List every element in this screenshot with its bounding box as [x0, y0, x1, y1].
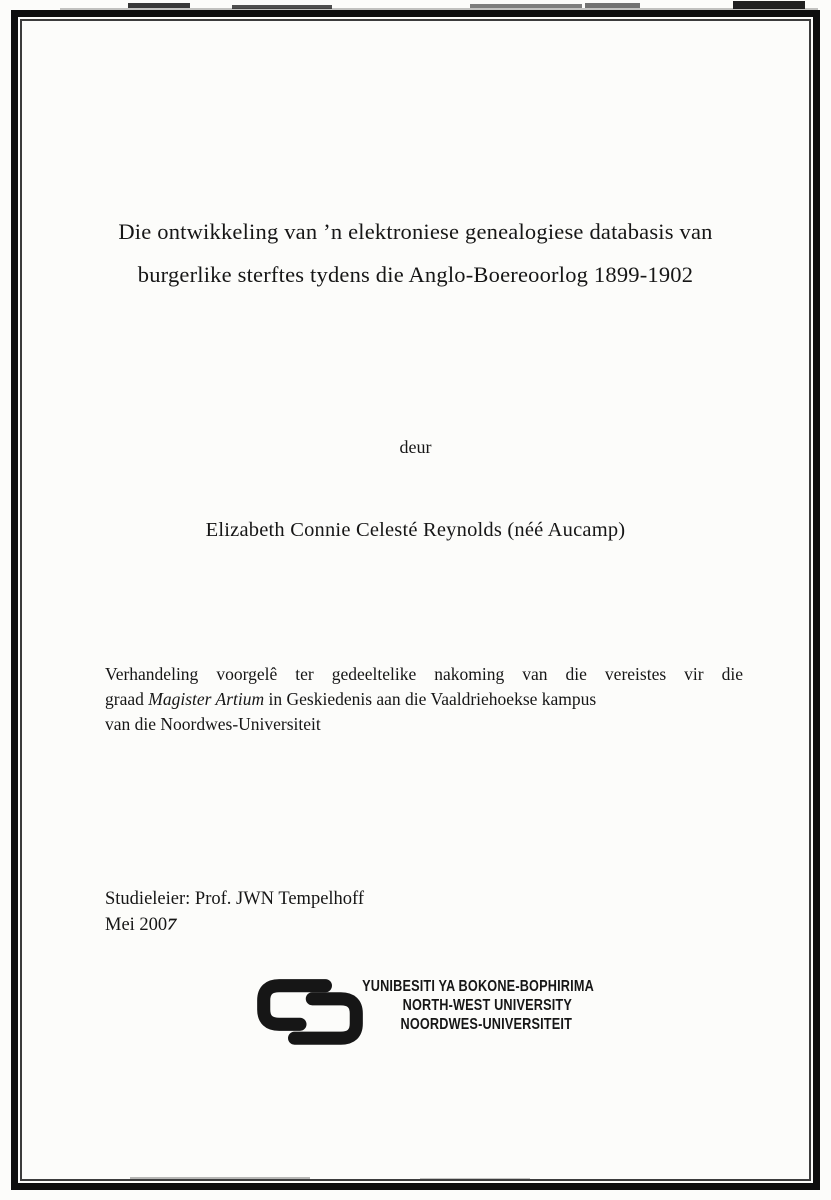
declaration-line2-after: in Geskiedenis aan die Vaaldriehoekse kampus: [264, 689, 597, 709]
supervisor-line: Studieleier: Prof. JWN Tempelhoff: [105, 889, 365, 909]
declaration-line2-before: graad: [105, 689, 149, 709]
university-name-block: [362, 977, 594, 1034]
byline: deur: [399, 437, 432, 457]
declaration-line3: van die Noordwes-Universiteit: [105, 714, 321, 734]
thesis-title-line1: Die ontwikkeling van ’n elektroniese genealogiese databasis van: [118, 219, 713, 244]
north-west-university-logo: [256, 968, 594, 1060]
thesis-title: [60, 210, 771, 296]
date-last-digit: 7: [165, 916, 179, 934]
university-name-afrikaans: NOORDWES-UNIVERSITEIT: [400, 1016, 572, 1033]
university-name-english: NORTH-WEST UNIVERSITY: [402, 997, 572, 1014]
interlocked-links-icon: [256, 976, 364, 1054]
author-name: Elizabeth Connie Celesté Reynolds (néé Aucamp): [205, 519, 626, 541]
declaration-line2: [105, 687, 743, 712]
degree-declaration: [105, 662, 743, 737]
university-name-setswana: YUNIBESITI YA BOKONE-BOPHIRIMA: [362, 978, 594, 995]
date-line: [105, 912, 364, 938]
declaration-line1: Verhandeling voorgelê ter gedeeltelike nakoming van die vereistes vir die: [105, 664, 743, 684]
date-prefix: Mei 200: [105, 915, 168, 935]
degree-name: Magister Artium: [148, 689, 265, 709]
supervisor-block: [105, 886, 364, 938]
thesis-title-line2: burgerlike sterftes tydens die Anglo-Boereoorlog 1899-1902: [137, 262, 694, 287]
